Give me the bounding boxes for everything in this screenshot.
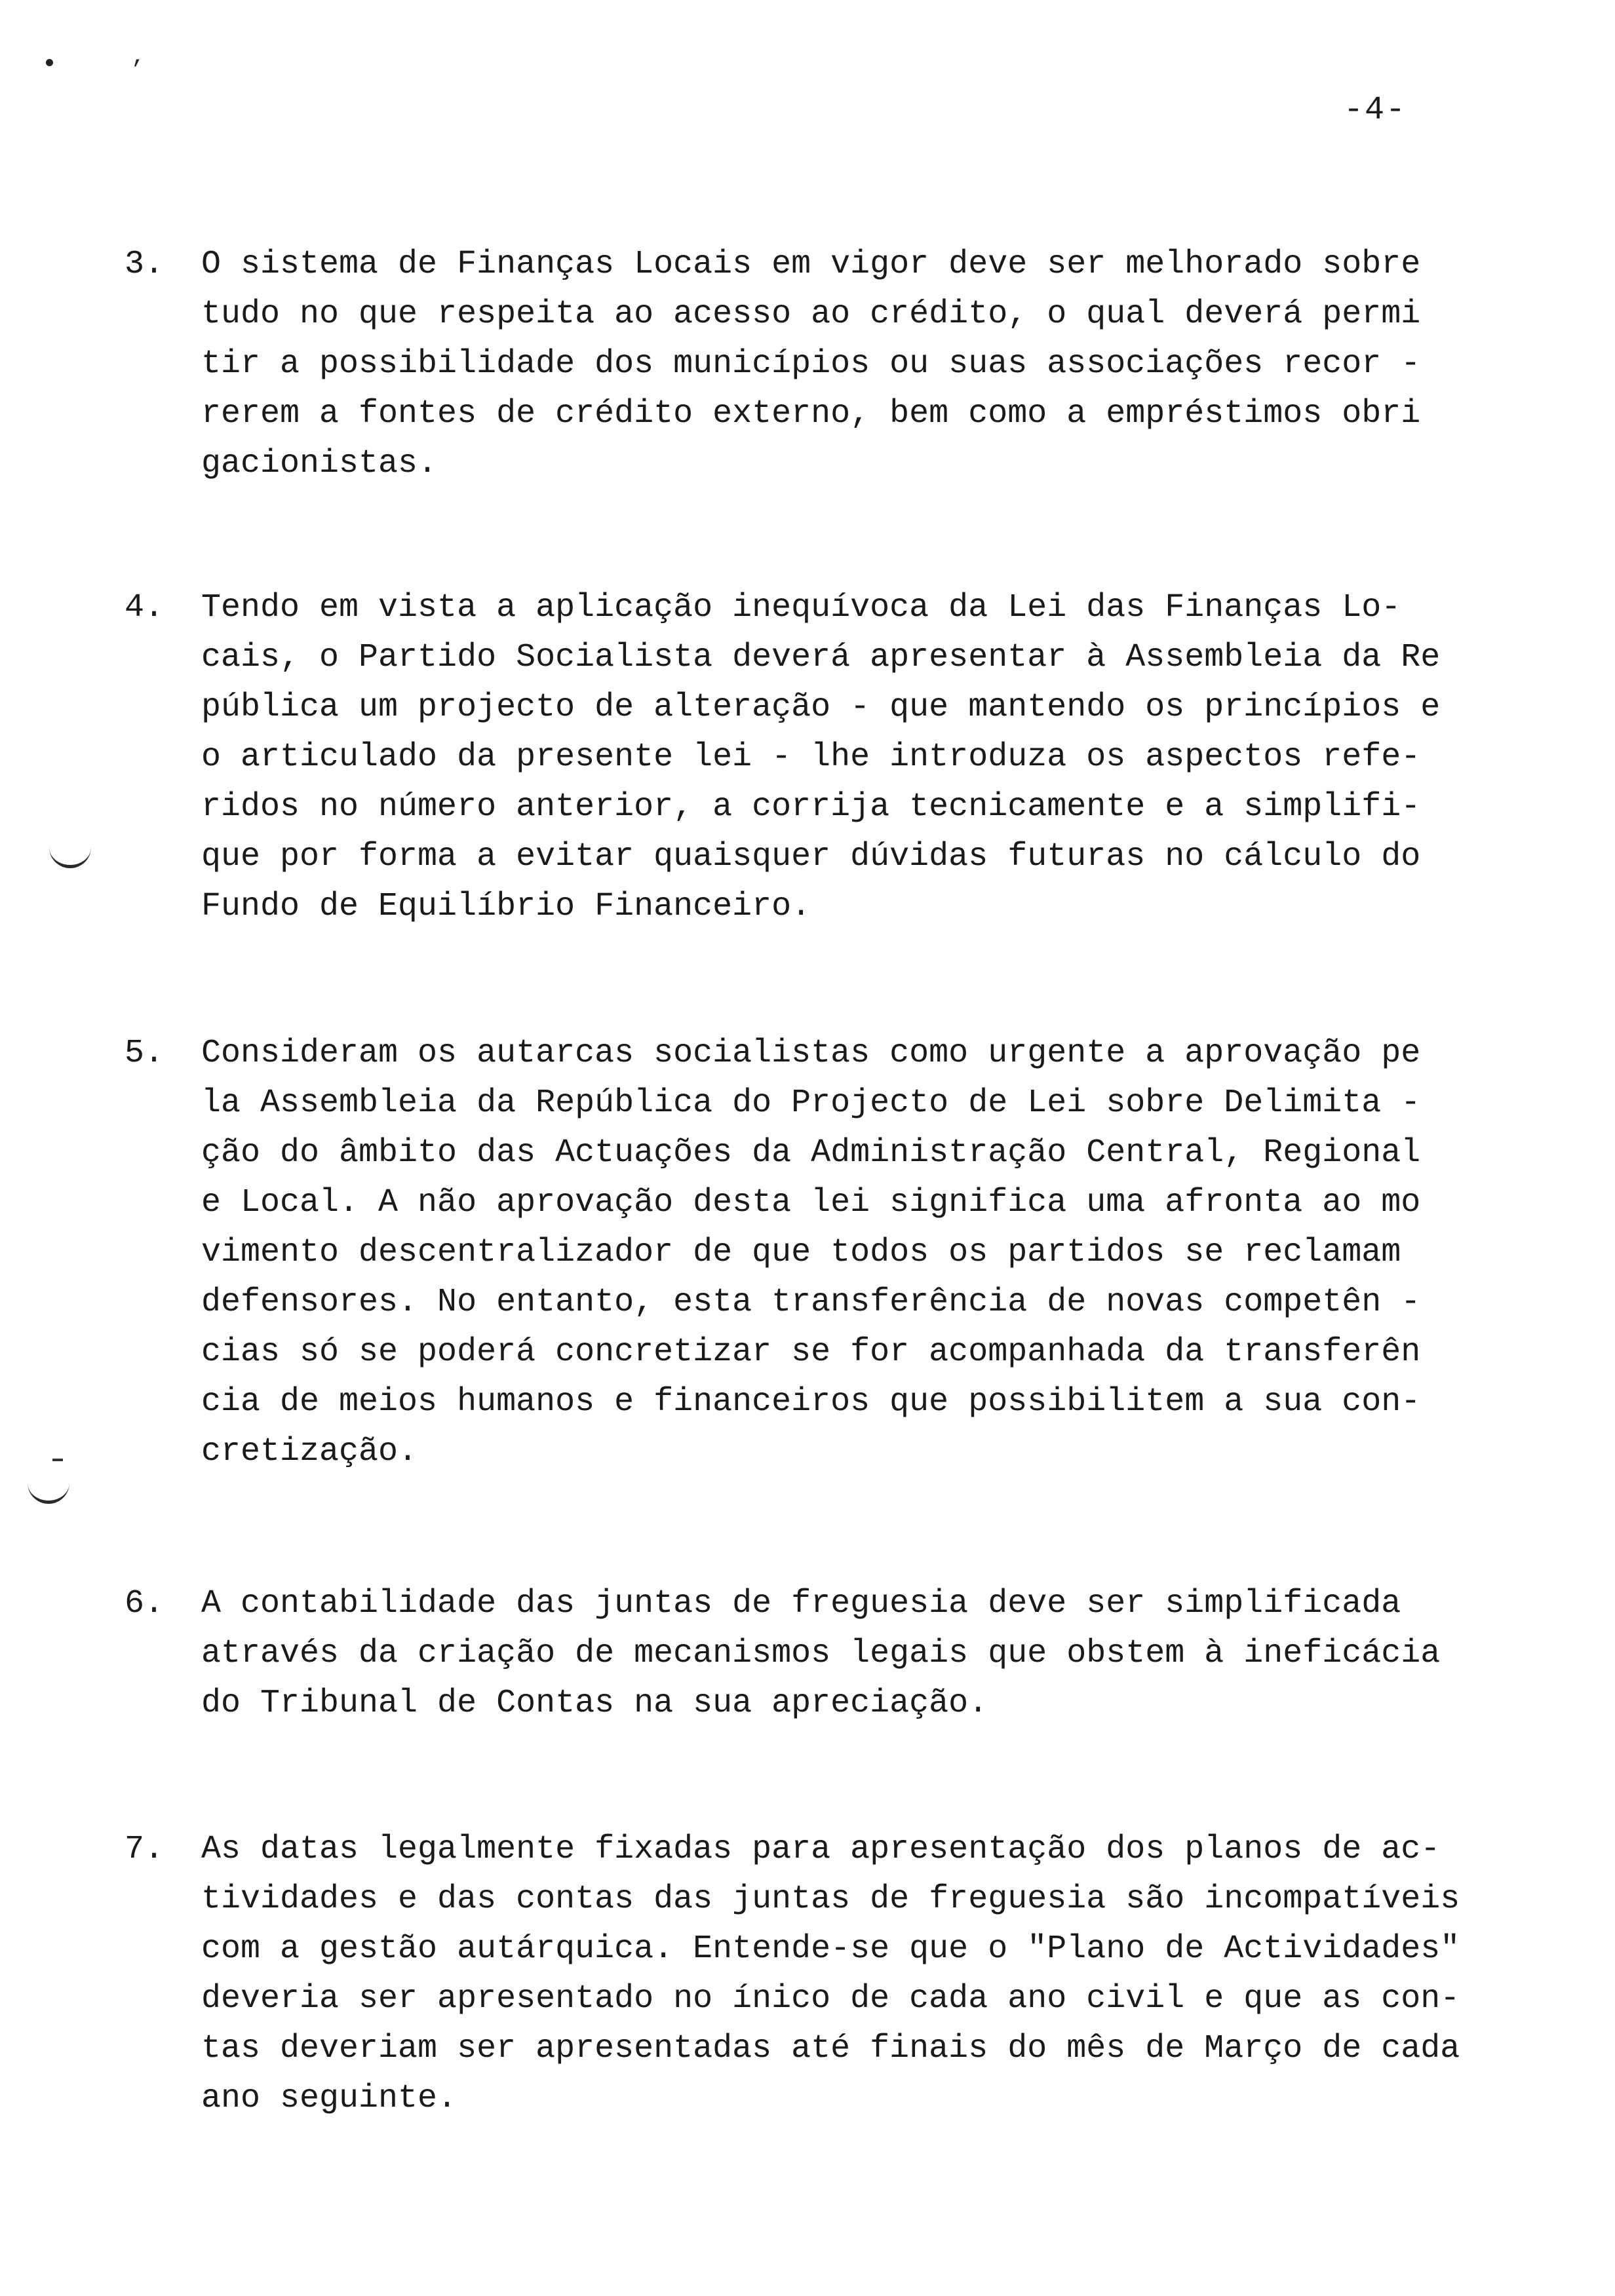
margin-punch-mark — [28, 1481, 69, 1504]
text-line: O sistema de Finanças Locais em vigor deve ser melhorado sobre — [201, 246, 1421, 283]
paragraph-number: 7. — [125, 1831, 165, 1868]
text-line: tir a possibilidade dos municípios ou suas associações recor - — [201, 345, 1421, 383]
text-line: rerem a fontes de crédito externo, bem como a empréstimos obri — [201, 395, 1421, 432]
text-line: tudo no que respeita ao acesso ao crédito, o qual deverá permi — [201, 296, 1421, 333]
paragraph-text — [201, 1029, 1421, 1477]
text-line: A contabilidade das juntas de freguesia deve ser simplificada — [201, 1585, 1401, 1622]
margin-dash-mark — [52, 1459, 63, 1461]
paragraph-text — [201, 1825, 1460, 2124]
text-line: Tendo em vista a aplicação inequívoca da Lei das Finanças Lo- — [201, 589, 1401, 626]
paragraph-text — [201, 240, 1421, 489]
text-line: cias só se poderá concretizar se for acompanhada da transferên — [201, 1333, 1421, 1371]
paragraph-number: 3. — [125, 246, 165, 283]
text-line: As datas legalmente fixadas para apresentação dos planos de ac- — [201, 1831, 1441, 1868]
text-line: cais, o Partido Socialista deverá apresentar à Assembleia da Re — [201, 639, 1441, 676]
paragraph-text — [201, 583, 1441, 932]
text-line: que por forma a evitar quaisquer dúvidas futuras no cálculo do — [201, 838, 1421, 875]
paragraph-text — [201, 1579, 1441, 1729]
paragraph-number: 6. — [125, 1585, 165, 1622]
text-line: Fundo de Equilíbrio Financeiro. — [201, 888, 811, 925]
paragraph-number: 5. — [125, 1035, 165, 1072]
text-line: ção do âmbito das Actuações da Administração Central, Regional — [201, 1134, 1421, 1172]
text-line: ano seguinte. — [201, 2080, 457, 2117]
text-line: cia de meios humanos e financeiros que possibilitem a sua con- — [201, 1383, 1421, 1421]
margin-dot-mark — [46, 59, 53, 66]
text-line: através da criação de mecanismos legais que obstem à ineficácia — [201, 1635, 1441, 1672]
text-line: pública um projecto de alteração - que mantendo os princípios e — [201, 689, 1441, 726]
text-line: do Tribunal de Contas na sua apreciação. — [201, 1685, 988, 1722]
text-line: la Assembleia da República do Projecto de Lei sobre Delimita - — [201, 1084, 1421, 1122]
page-number: -4- — [1344, 92, 1407, 129]
margin-tick-mark: ’ — [130, 57, 144, 84]
margin-punch-mark — [49, 845, 91, 868]
text-line: tas deveriam ser apresentadas até finais do mês de Março de cada — [201, 2030, 1460, 2067]
text-line: gacionistas. — [201, 445, 438, 482]
text-line: tividades e das contas das juntas de freguesia são incompatíveis — [201, 1881, 1460, 1918]
text-line: ridos no número anterior, a corrija tecnicamente e a simplifi- — [201, 788, 1421, 826]
paragraph-number: 4. — [125, 589, 165, 626]
text-line: vimento descentralizador de que todos os partidos se reclamam — [201, 1234, 1401, 1271]
text-line: com a gestão autárquica. Entende-se que o "Plano de Actividades" — [201, 1930, 1460, 1968]
text-line: Consideram os autarcas socialistas como urgente a aprovação pe — [201, 1035, 1421, 1072]
text-line: o articulado da presente lei - lhe introduza os aspectos refe- — [201, 738, 1421, 776]
text-line: cretização. — [201, 1433, 418, 1470]
text-line: deveria ser apresentado no ínico de cada ano civil e que as con- — [201, 1980, 1460, 2018]
text-line: defensores. No entanto, esta transferência de novas competên - — [201, 1284, 1421, 1321]
text-line: e Local. A não aprovação desta lei significa uma afronta ao mo — [201, 1184, 1421, 1221]
